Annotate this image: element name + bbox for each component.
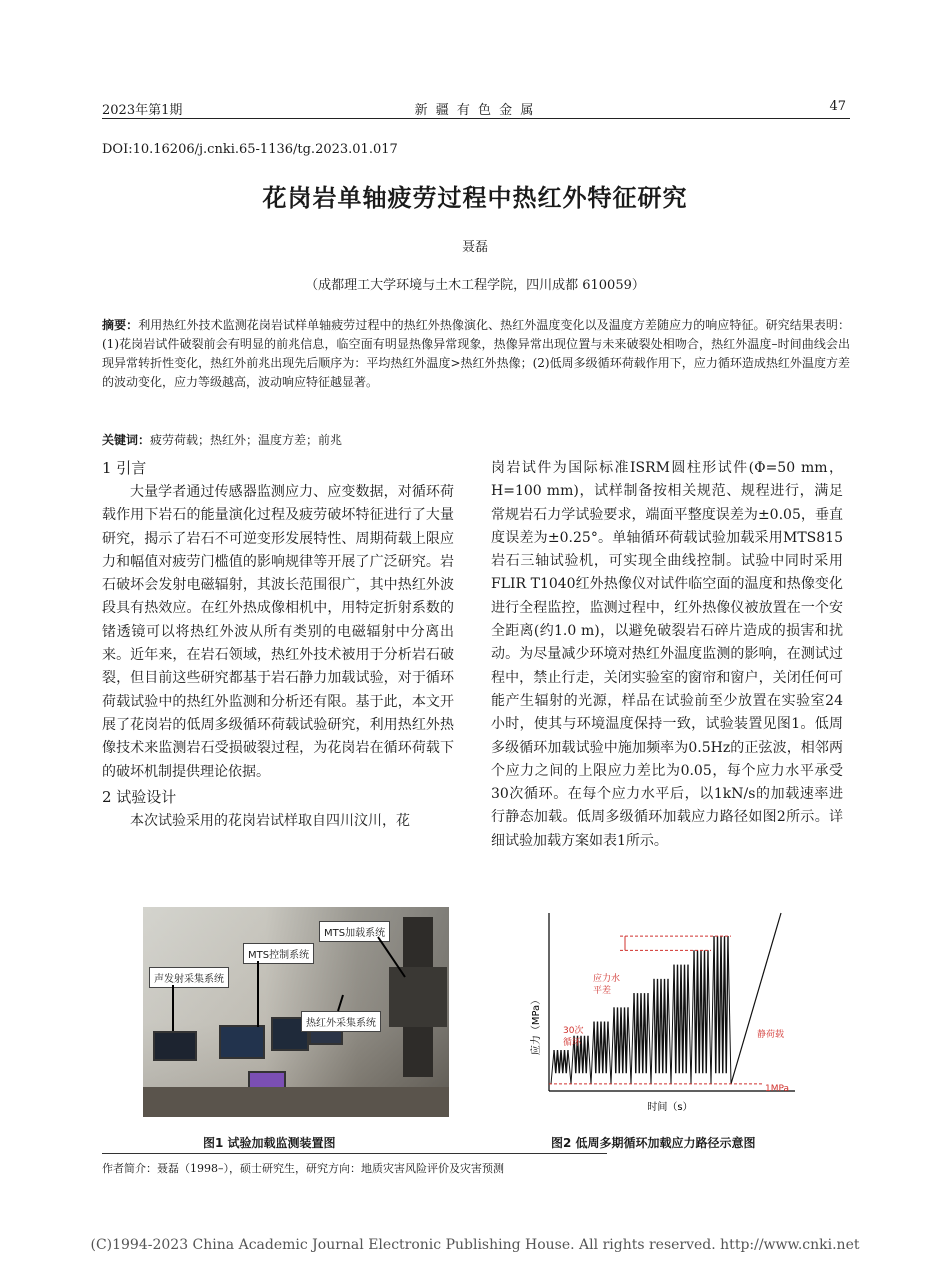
figure1-photo <box>143 907 449 1117</box>
label-mts-ctrl: MTS控制系统 <box>243 943 314 964</box>
design-paragraph-continued: 岗岩试件为国际标准ISRM圆柱形试件(Φ=50 mm，H=100 mm)，试样制备按相关规范、规程进行，满足常规岩石力学试验要求，端面平整度误差为±0.05，垂直度误差为±0.25°。单轴循环荷载试验加载采用MTS815岩石三轴试验机，可实现全曲线控制。试验中同时采用FLIR T1040红外热像仪对试件临空面的温度和热像变化进行全程监控，监测过程中，红外热像仪被放置在一个安全距离(约1.0 m)，以避免破裂岩石碎片造成的损害和扰动。为尽量减少环境对热红外温度监测的影响，在测试过程中，禁止行走，关闭实验室的窗帘和窗户，关闭任何可能产生辐射的光源，样品在试验前至少放置在实验室24小时，使其与环境温度保持一致，试验装置见图1。低周多级循环加载试验中施加频率为0.5Hz的正弦波，相邻两个应力之间的上限应力差比为0.05，每个应力水平承受30次循环。在每个应力水平后，以1kN/s的加载速率进行静态加载。低周多级循环加载应力路径如图2所示。详细试验加载方案如表1所示。 <box>491 460 843 849</box>
x-axis-label: 时间（s） <box>647 1102 693 1113</box>
stage-3-cycles <box>594 1022 608 1074</box>
ann-cycles-2: 循环 <box>563 1038 582 1048</box>
figure2-chart <box>525 905 810 1120</box>
label-ir-system: 热红外采集系统 <box>301 1011 381 1032</box>
figure1-arrows <box>143 907 449 1117</box>
static-load-line <box>731 913 781 1084</box>
section-heading-design: 2 试验设计 <box>102 787 177 806</box>
intro-paragraph: 大量学者通过传感器监测应力、应变数据，对循环荷载作用下岩石的能量演化过程及疲劳破坏特征进行了大量研究，揭示了岩石不可逆变形发展特性、周期荷载上限应力和幅值对疲劳门槛值的影响规律等开展了广泛研究。岩石破坏会发射电磁辐射，其波长范围很广，其中热红外波段具有热效应。在红外热成像相机中，用特定折射系数的锗透镜可以将热红外波从所有类别的电磁辐射中分离出来。近年来，在岩石领域，热红外技术被用于分析岩石破裂，但目前这些研究都基于岩石静力加载试验，对于循环荷载试验中的热红外监测和分析还有限。基于此，本文开展了花岗岩的低周多级循环荷载试验研究，利用热红外热像技术来监测岩石受损破裂过程，为花岗岩在循环荷载下的破坏机制提供理论依据。 <box>102 484 454 780</box>
stage-6-cycles <box>654 979 668 1073</box>
issue-label: 2023年第1期 <box>102 103 183 118</box>
keywords-text: 疲劳荷载；热红外；温度方差；前兆 <box>150 433 343 447</box>
author: 聂磊 <box>461 240 488 255</box>
stage-1-ramp <box>551 1050 554 1084</box>
stage-9-unload <box>728 936 731 1084</box>
label-ae-system: 声发射采集系统 <box>149 967 229 988</box>
abstract <box>102 316 850 392</box>
stage-7-cycles <box>674 965 688 1074</box>
stage-8-ramp <box>691 950 694 1084</box>
ann-static: 静荷载 <box>757 1030 785 1040</box>
stage-5-unload <box>648 993 651 1084</box>
journal-name: 新 疆 有 色 金 属 <box>414 103 536 118</box>
label-mts-load: MTS加载系统 <box>319 921 390 942</box>
stage-1-unload <box>568 1050 571 1084</box>
stage-4-ramp <box>611 1007 614 1084</box>
stage-4-cycles <box>614 1007 628 1073</box>
paper-title: 花岗岩单轴疲劳过程中热红外特征研究 <box>262 183 688 212</box>
stage-1-cycles <box>554 1050 568 1073</box>
left-column <box>102 455 454 833</box>
page-number: 47 <box>829 99 846 114</box>
right-column <box>491 457 843 853</box>
stage-8-cycles <box>694 950 708 1073</box>
keywords <box>102 431 850 448</box>
abstract-text: 利用热红外技术监测花岗岩试样单轴疲劳过程中的热红外热像演化、热红外温度变化以及温度方差随应力的响应特征。研究结果表明：(1)花岗岩试件破裂前会有明显的前兆信息，临空面有明显热像异常现象，热像异常出现位置与未来破裂处相吻合，热红外温度–时间曲线会出现异常转折性变化，热红外前兆出现先后顺序为：平均热红外温度>热红外热像；(2)低周多级循环荷载作用下，应力循环造成热红外温度方差的波动变化，应力等级越高，波动响应特征越显著。 <box>102 318 850 389</box>
header-rule <box>102 118 850 119</box>
figure2-caption: 图2 低周多期循环加载应力路径示意图 <box>551 1136 756 1150</box>
affiliation: （成都理工大学环境与土木工程学院，四川成都 610059） <box>305 278 645 293</box>
ann-level-2: 平差 <box>593 986 612 996</box>
stage-7-unload <box>688 965 691 1084</box>
stage-6-unload <box>668 979 671 1084</box>
design-paragraph-start: 本次试验采用的花岗岩试样取自四川汶川，花 <box>130 812 410 829</box>
y-axis-label: 应力（MPa） <box>531 994 542 1056</box>
doi: DOI:10.16206/j.cnki.65-1136/tg.2023.01.017 <box>102 142 398 157</box>
footnote-rule <box>102 1153 607 1154</box>
stage-6-ramp <box>651 979 654 1084</box>
stage-7-ramp <box>671 965 674 1084</box>
stage-5-ramp <box>631 993 634 1084</box>
figure1-caption: 图1 试验加载监测装置图 <box>203 1136 336 1150</box>
stage-3-ramp <box>591 1022 594 1084</box>
stage-8-unload <box>708 950 711 1084</box>
copyright-notice: (C)1994-2023 China Academic Journal Electronic Publishing House. All rights reserved. http://www.cnki.net <box>90 1237 860 1253</box>
section-heading-intro: 1 引言 <box>102 459 147 477</box>
author-footnote: 作者简介：聂磊（1998–），硕士研究生，研究方向：地质灾害风险评价及灾害预测 <box>102 1162 504 1175</box>
stage-2-unload <box>588 1036 591 1084</box>
stage-9-cycles <box>714 936 728 1073</box>
ann-level-1: 应力水 <box>593 974 621 984</box>
stage-4-unload <box>628 1007 631 1084</box>
stage-5-cycles <box>634 993 648 1073</box>
ann-base: 1MPa <box>765 1084 790 1094</box>
abstract-label: 摘要： <box>102 318 139 332</box>
keywords-label: 关键词： <box>102 433 151 447</box>
ann-cycles-1: 30次 <box>563 1026 584 1036</box>
stage-9-ramp <box>711 936 714 1084</box>
stage-3-unload <box>608 1022 611 1084</box>
